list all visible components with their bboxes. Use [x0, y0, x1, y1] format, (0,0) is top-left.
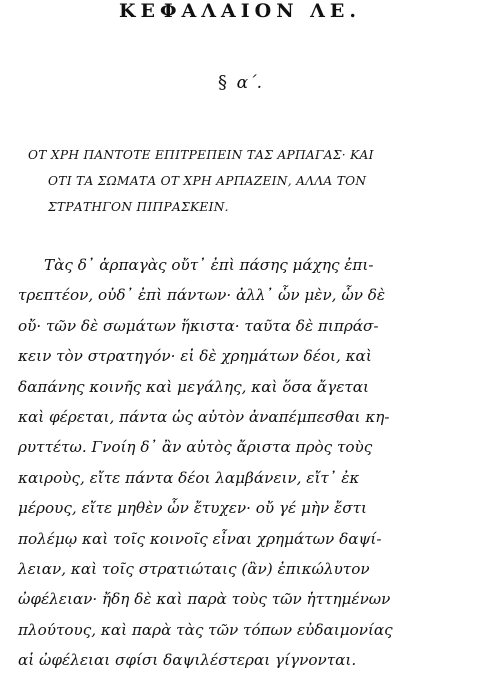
- body-line: πολέμῳ καὶ τοῖς κοινοῖς εἶναι χρημάτων δαψί-: [18, 529, 382, 548]
- body-line: λειαν, καὶ τοῖς στρατιώταις (ἂν) ἐπικώλυτον: [18, 560, 370, 579]
- body-line: δαπάνης κοινῆς καὶ μεγάλης, καὶ ὅσα ἄγεται: [18, 377, 369, 396]
- body-line: αἱ ὠφέλειαι σφίσι δαψιλέστεραι γίγνονται.: [18, 651, 357, 670]
- body-line: τρεπτέον, οὐδ᾽ ἐπὶ πάντων· ἀλλ᾽ ὧν μὲν, ὧν δὲ: [18, 286, 386, 305]
- section-number: α΄.: [236, 73, 263, 93]
- section-mark: [0, 72, 480, 94]
- body-line: πλούτους, καὶ παρὰ τὰς τῶν τόπων εὐδαιμονίας: [18, 620, 393, 639]
- heading-line: ΟΤΙ ΤΑ ΣΩΜΑΤΑ ΟΤ ΧΡΗ ΑΡΠΑΖΕΙΝ, ΑΛΛΑ ΤΟΝ: [48, 174, 367, 188]
- chapter-title: ΚΕΦΑΛΑΙΟΝ ΛΕ.: [118, 0, 362, 22]
- body-line: κειν τὸν στρατηγόν· εἰ δὲ χρημάτων δέοι, καὶ: [18, 347, 372, 366]
- section-heading: [28, 142, 468, 220]
- body-line: καὶ φέρεται, πάντα ὡς αὐτὸν ἀναπέμπεσθαι κη-: [18, 408, 390, 427]
- heading-line: ΟΤ ΧΡΗ ΠΑΝΤΟΤΕ ΕΠΙΤΡΕΠΕΙΝ ΤΑΣ ΑΡΠΑΓΑΣ· ΚΑΙ: [28, 148, 374, 162]
- body-line: Τὰς δ᾽ ἁρπαγὰς οὔτ᾽ ἐπὶ πάσης μάχης ἐπι-: [44, 256, 374, 274]
- body-line: μέρους, εἴτε μηθὲν ὧν ἔτυχεν· οὔ γέ μὴν ἔστι: [18, 499, 367, 518]
- body-line: καιροὺς, εἴτε πάντα δέοι λαμβάνειν, εἴτ᾽ ἐκ: [18, 468, 360, 487]
- section-symbol: §: [217, 72, 227, 93]
- body-paragraph: [18, 250, 468, 676]
- body-line: ρυττέτω. Γνοίη δ᾽ ἂν αὐτὸς ἄριστα πρὸς τοὺς: [18, 438, 373, 457]
- heading-line: ΣΤΡΑΤΗΓΟΝ ΠΙΠΡΑΣΚΕΙΝ.: [48, 200, 229, 214]
- body-line: ὠφέλειαν· ἤδη δὲ καὶ παρὰ τοὺς τῶν ἡττημένων: [18, 590, 391, 609]
- body-line: οὔ· τῶν δὲ σωμάτων ἥκιστα· ταῦτα δὲ πιπράσ-: [18, 316, 379, 335]
